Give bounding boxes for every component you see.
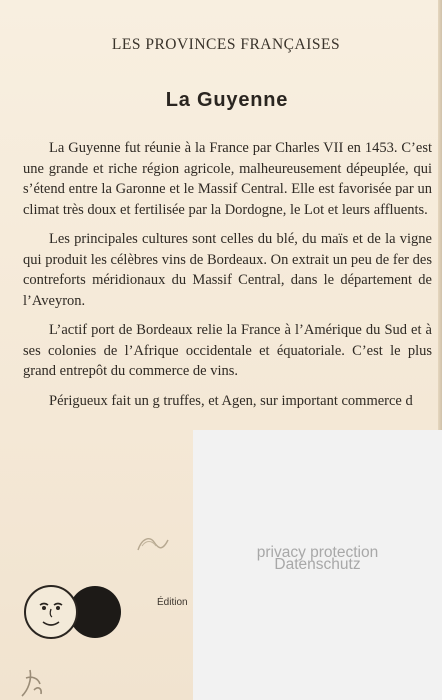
- paragraph-cities: Périgueux fait un g truffes, et Agen, sur important commerce d: [49, 392, 413, 409]
- article-body: [23, 138, 432, 420]
- publisher-label: Édition: [157, 597, 188, 608]
- handwritten-note: [14, 660, 48, 700]
- ink-mark: [132, 528, 174, 558]
- series-heading: LES PROVINCES FRANÇAISES: [111, 36, 341, 53]
- publisher-logo-sun-moon-icon: [22, 583, 122, 641]
- paragraph-agriculture: Les principales cultures sont celles du blé, du maïs et de la vigne qui produit les célèbres vins de Bordeaux. On extrait un peu de fer des contreforts méridionaux du Massif Central, dans le département de l’Aveyron.: [23, 231, 432, 309]
- page-title: La Guyenne: [165, 89, 289, 111]
- privacy-label-de: Datenschutz: [274, 556, 361, 573]
- paragraph-history: La Guyenne fut réunie à la France par Charles VII en 1453. C’est une grande et riche région agricole, malheureusement dépeuplée, qui s’étend entre la Garonne et le Massif Central. Elle est favorisée par un climat très doux et fertilisée par la Dordogne, le Lot et leurs affluents.: [23, 140, 432, 218]
- privacy-overlay: [193, 430, 442, 700]
- privacy-label: privacy protection: [256, 544, 379, 561]
- paragraph-port: L’actif port de Bordeaux relie la France à l’Amérique du Sud et à ses colonies de l’Afrique occidentale et équatoriale. C’est le plus grand entrepôt du commerce de vins.: [23, 322, 432, 379]
